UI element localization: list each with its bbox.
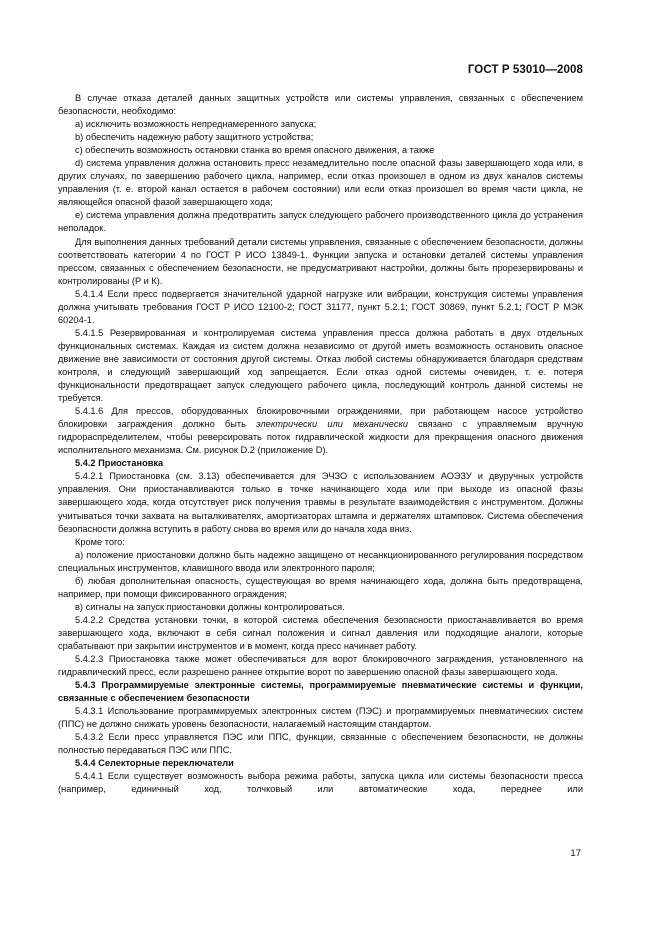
clause-5-4-2-1: 5.4.2.1 Приостановка (см. 3.13) обеспечивается для ЭЧЗО с использованием АОЭЗУ и двуручных устройств управления. Они приостанавливаются только в точке начинающего хода или при выходе из опасной фазы завершающего хода, когда отсутствует риск получения травмы в результате взаимодействия с инструментом. Должны учитываться точки захвата на выталкивателях, амортизаторах штампа и держателях штамповок. Система обеспечения безопасности должна вступить в работу снова во время или до начала хода вниз. [58, 471, 583, 534]
section-heading-5-4-4: 5.4.4 Селекторные переключатели [75, 758, 234, 769]
paragraph: Для выполнения данных требований детали системы управления, связанные с обеспечением безопасности, должны соответствовать категории 4 по ГОСТ Р ИСО 13849-1. Функции запуска и остановки деталей системы управления прессом, связанных с обеспечением безопасности, не предусматривают настройки, должны быть прорезервированы и контролированы (Р и К). [58, 236, 583, 286]
list-item: с) обеспечить возможность остановки станка во время опасного движения, а также [75, 145, 435, 156]
clause-5-4-4-1: 5.4.4.1 Если существует возможность выбора режима работы, запуска цикла или системы безопасности пресса (например, единичный ход, толчковый или автоматические хода, переднее или [58, 771, 583, 795]
clause-text: 5.4.1.6 Для прессов, оборудованных блокировочными ограждениями, при работающем насосе устройство блокировки заграждения должно быть [58, 406, 583, 430]
italic-emphasis: электрически или механически [256, 419, 408, 430]
page-number: 17 [570, 848, 581, 859]
list-item: е) система управления должна предотвратить запуск следующего рабочего производственного цикла до устранения неполадок. [58, 210, 583, 234]
list-item: а) положение приостановки должно быть надежно защищено от несанкционированного регулирования посредством специальных инструментов, клавишного ввода или электронного пароля; [58, 549, 583, 573]
clause-5-4-2-2: 5.4.2.2 Средства установки точки, в которой система обеспечения безопасности приостанавливается во время завершающего хода, включают в себя сигнал положения и сигнал давления или подходящие аналоги, которые срабатывают при закрытии инструментов и в момент, когда пресс начинает работу. [58, 614, 583, 651]
clause-5-4-1-5: 5.4.1.5 Резервированная и контролируемая система управления пресса должна работать в двух отдельных функциональных системах. Каждая из систем должна независимо от другой иметь возможность остановить опасное движение вне зависимости от состояния другой системы. Отказ любой системы обнаруживается благодаря средствам контроля, и следующий завершающий ход запрещается. Если отказ одной системы очевиден, т. е. потеря функциональности предотвращает запуск следующего рабочего цикла, последующий контроль данной системы не требуется. [58, 327, 583, 404]
paragraph: Кроме того: [75, 536, 125, 547]
clause-5-4-1-6 [58, 405, 583, 457]
section-heading-5-4-2: 5.4.2 Приостановка [75, 458, 164, 469]
clause-text: связано с управляемым вручную гидрораспределителем, чтобы реверсировать поток гидравлической жидкости для прекращения опасного движения исполнительного механизма. См. рисунок D.2 (приложение D). [58, 419, 584, 456]
clause-5-4-2-3: 5.4.2.3 Приостановка также может обеспечиваться для ворот блокировочного заграждения, установленного на гидравлический пресс, если разрешено раннее открытие ворот по завершению опасной фазы завершающего хода. [58, 654, 583, 678]
clause-5-4-3-2: 5.4.3.2 Если пресс управляется ПЭС или ППС, функции, связанные с обеспечением безопасности, не должны полностью передаваться ПЭС или ППС. [58, 732, 583, 756]
section-heading-5-4-3: 5.4.3 Программируемые электронные системы, программируемые пневматические системы и функции, связанные с обеспечением безопасности [58, 680, 583, 704]
list-item: в) сигналы на запуск приостановки должны контролироваться. [75, 601, 345, 612]
standard-code-header: ГОСТ Р 53010—2008 [467, 64, 583, 76]
list-item: б) любая дополнительная опасность, существующая во время начинающего хода, должна быть предотвращена, например, при помощи фиксированного ограждения; [58, 575, 583, 599]
list-item: а) исключить возможность непреднамеренного запуска; [75, 119, 317, 130]
document-body [58, 92, 583, 797]
paragraph: В случае отказа деталей данных защитных устройств или системы управления, связанных с обеспечением безопасности, необходимо: [58, 93, 583, 117]
clause-5-4-3-1: 5.4.3.1 Использование программируемых электронных систем (ПЭС) и программируемых пневматических систем (ППС) не должно снижать уровень безопасности, налагаемый настоящим стандартом. [58, 706, 583, 730]
list-item: d) система управления должна остановить пресс незамедлительно после опасной фазы завершающего хода или, в других случаях, по завершению рабочего цикла, например, если отказ произошел в одном из двух каналов системы управления (т. е. второй канал остается в рабочем состоянии) или если отказ произошел во время части цикла, не являющейся опасной фазой завершающего хода; [58, 158, 583, 208]
list-item: b) обеспечить надежную работу защитного устройства; [75, 132, 314, 143]
clause-5-4-1-4: 5.4.1.4 Если пресс подвергается значительной ударной нагрузке или вибрации, конструкция системы управления должна учитывать требования ГОСТ Р ИСО 12100-2; ГОСТ 31177, пункт 5.2.1; ГОСТ 30869, пункт 5.2.1; ГОСТ Р МЭК 60204-1. [58, 288, 583, 325]
